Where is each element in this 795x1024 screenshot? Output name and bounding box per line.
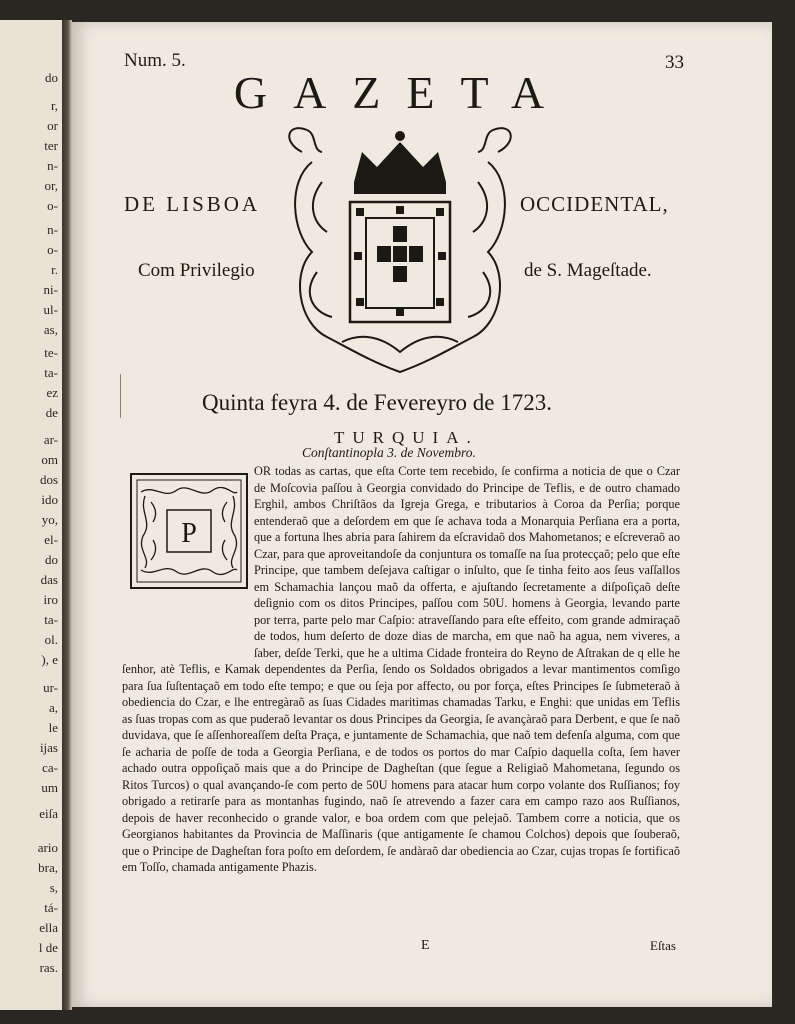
facing-page-fragment: um: [41, 780, 58, 795]
masthead-title: GAZETA: [233, 67, 571, 118]
facing-page-fragment: ido: [41, 492, 58, 507]
drop-cap-letter: P: [181, 518, 197, 549]
issue-date: Quinta feyra 4. de Fevereyro de 1723.: [202, 390, 552, 415]
catchword: Eſtas: [650, 938, 676, 953]
facing-page-fragment: or: [47, 118, 58, 133]
facing-page-fragment: r,: [50, 98, 58, 113]
article-dateline: Conſtantinopla 3. de Novembro.: [302, 445, 476, 460]
royal-coat-of-arms-icon: [282, 122, 518, 380]
privilege-left: Com Privilegio: [138, 260, 255, 281]
article-text: OR todas as cartas, que eſta Corte tem recebido, ſe confirma a noticia de que o Czar de Moſcovia paſſou à Georgia convidado do Principe de Teflis, e de outro chamado Erghil, ambos Chriſtãos da Igreja Grega, e tributarios à Coroa da Perſia; porque entenderaõ que a deſordem em que ſe achava toda a Monarquia Perſiana era a porta, que a fortuna lhes abria para ſahirem da eſcravidaõ dos Mahometanos; e eſcreveraõ ao Czar, para que aproveitandoſe da conjuntura os tomaſſe na ſua protecçaõ; pelo que eſte Principe, que tambem deſejava caſtigar o inſulto, que ſe tinha feito aos ſeus vaſſallos em Schamachia lançou maõ da offerta, e ajuſtando ſecretamente a diſpoſiçaõ deſte deſignio com os ditos Principes, paſſou com 50U. homens à Georgia, levando parte por terra, parte pelo mar Caſpio: atraveſſando para eſte effeito, com grande admiraçaõ de todos, hum deſerto de doze dias de marcha, em que naõ ha agua, nem viveres, a ſaber, deſde Terki, que he a ultima Cidade fronteira do Reyno de Aſtrakan de q elle he ſenhor, atè Teflis, e Kamak dependentes da Perſia, ſendo os Soldados obrigados a levar mantimentos comſigo para ſua ſuſtentaçaõ em todo eſte tempo; e que ou ſeja por affecto, ou por força, eſtes Principes ſe ſubmeteraõ à obediencia do Czar, e lhe entregàraõ as ſuas Cidades maritimas chamadas Tarku, e Enghi: que unidas em Teflis as ſuas tropas com as que puderaõ levantar os dous Principes da Georgia, ſe avançàraõ para Derbent, e que ſe naõ duvidava, que ſe aſſenhoreaſſem deſta Praça, e juntamente de Schamachia, que naõ tem defenſa alguma, com que ſe acharia de poſſe de toda a Georgia Perſiana, e de todos os portos do mar Caſpio daquella coſta, ſem haver achado outra oppoſiçaõ mais que a do Principe de Dagheſtan (que ſegue a Religiaõ Mahometana, ſegundo os Ritos Turcos) o qual avançando-ſe com perto de 50U homens para atacar hum corpo volante dos Ruſſianos; foy obrigado a retirarſe para as montanhas fugindo, naõ ſe atrevendo a fazer cara em campo razo aos Ruſſianos, depois de haver reconhecido o grande valor, e boa ordem com que pelejaõ. Tambem corre a noticia, que os Georgianos habitantes da Provincia de Maſſinaris (que antigamente ſe chamou Colchos) depois que ſouberaõ, que o Principe de Dagheſtan fora poſto em deſordem, ſe andàraõ dar obediencia ao Czar, cujas tropas ſe fortificaõ em Toſſo, chamada antigamente Phazis.: [122, 464, 680, 874]
facing-page-fragment: ar-: [43, 432, 58, 447]
facing-page-fragment: r.: [51, 262, 58, 277]
facing-page-fragment: ), e: [41, 652, 58, 667]
facing-page-fragment: ul-: [43, 302, 58, 317]
facing-page-fragment: ta-: [44, 365, 58, 380]
subtitle-right: OCCIDENTAL,: [520, 192, 669, 216]
facing-page-fragment: ijas: [39, 740, 58, 755]
facing-page-fragment: ca-: [42, 760, 58, 775]
ornamental-initial: [129, 472, 249, 590]
margin-rule: [120, 374, 121, 418]
facing-page-fragment: om: [41, 452, 58, 467]
section-heading: TURQUIA.: [334, 428, 479, 447]
facing-page-fragment: a,: [48, 700, 58, 715]
facing-page-fragment: or,: [44, 178, 58, 193]
facing-page-fragment: n-: [47, 158, 58, 173]
privilege-right: de S. Mageſtade.: [524, 260, 652, 281]
gazette-page: [72, 22, 772, 1007]
facing-page-fragment: ras.: [39, 960, 58, 975]
facing-page-fragment: ario: [37, 840, 58, 855]
facing-page-fragment: te-: [44, 345, 58, 360]
facing-page-fragment: do: [45, 552, 58, 567]
facing-page-fragment: l de: [38, 940, 58, 955]
facing-page-fragment: ol.: [44, 632, 58, 647]
facing-page-fragment: s,: [49, 880, 58, 895]
facing-page-fragment: le: [48, 720, 58, 735]
book-spine: [62, 20, 72, 1010]
facing-page-fragment: as,: [43, 322, 58, 337]
facing-page-fragment: tá-: [44, 900, 58, 915]
facing-page-fragment: ez: [46, 385, 58, 400]
facing-page-fragment: das: [40, 572, 58, 587]
facing-page-fragment: n-: [47, 222, 58, 237]
page-number: 33: [665, 52, 684, 73]
facing-page-fragment: de: [45, 405, 58, 420]
facing-page-fragment: ur-: [43, 680, 58, 695]
facing-page-fragment: el-: [44, 532, 58, 547]
facing-page-fragment: iro: [43, 592, 58, 607]
facing-page-fragment: ni-: [43, 282, 58, 297]
facing-page-fragment: eiſa: [39, 806, 58, 821]
facing-page-fragment: ella: [39, 920, 58, 935]
facing-page-fragment: bra,: [38, 860, 58, 875]
facing-page-edge: [0, 20, 63, 1010]
issue-number: Num. 5.: [124, 50, 186, 71]
signature-mark: E: [421, 938, 430, 953]
facing-page-fragment: ta-: [44, 612, 58, 627]
facing-page-fragment: o-: [47, 198, 58, 213]
facing-page-fragment: do: [45, 70, 58, 85]
facing-page-fragment: dos: [39, 472, 58, 487]
facing-page-fragment: ter: [44, 138, 58, 153]
facing-page-fragment: yo,: [41, 512, 58, 527]
subtitle-left: DE LISBOA: [124, 192, 261, 216]
facing-page-fragment: o-: [47, 242, 58, 257]
